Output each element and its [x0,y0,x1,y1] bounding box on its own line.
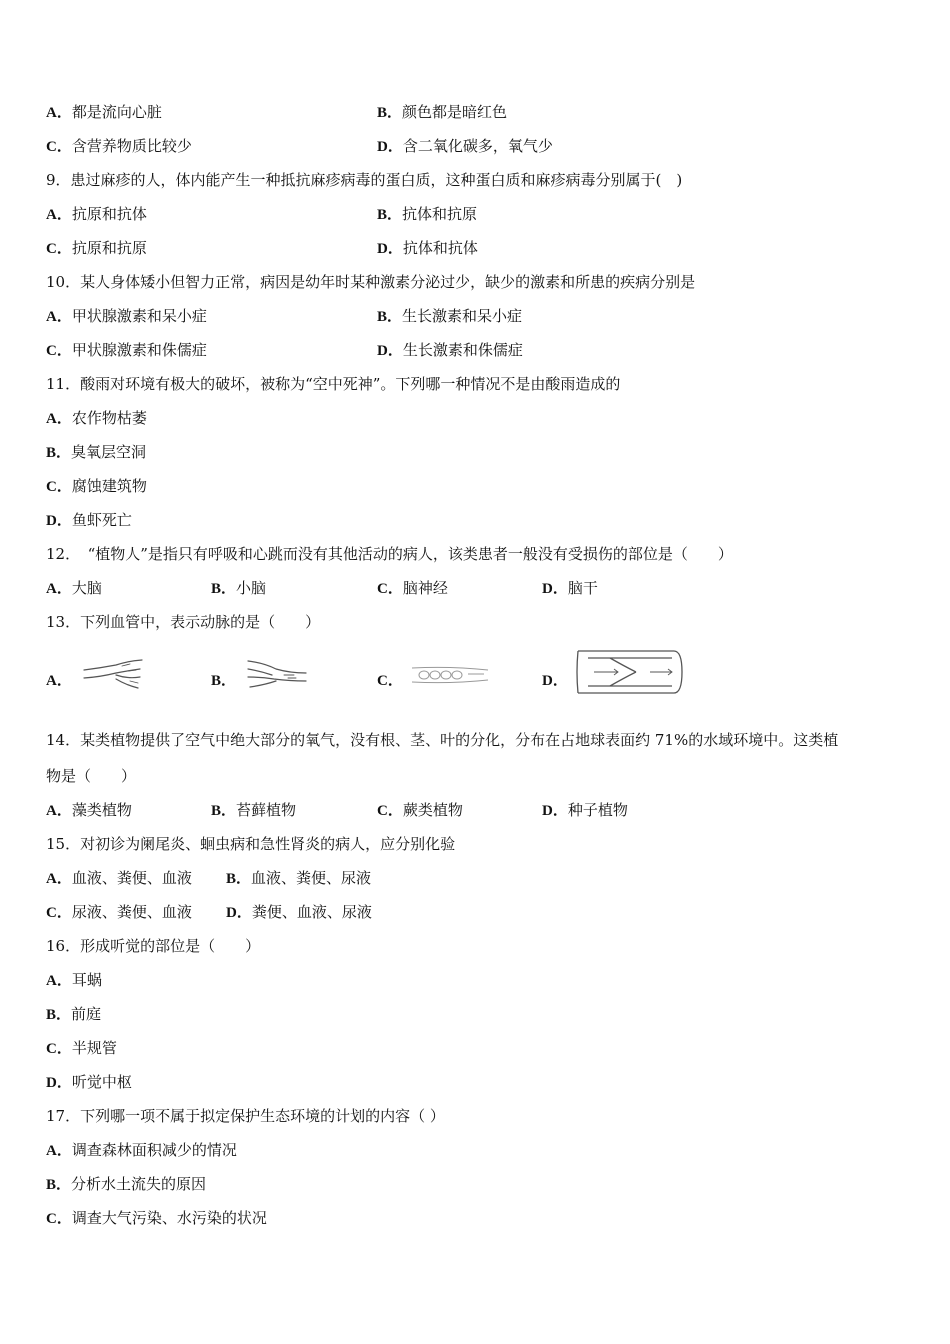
q10-option-d: D．生长激素和侏儒症 [377,341,523,359]
q8-option-a: A．都是流向心脏 [46,103,162,121]
q12-option-b: B．小脑 [211,579,267,597]
q8-option-d: D．含二氧化碳多，氧气少 [377,137,553,155]
q14-option-c: C．蕨类植物 [377,801,463,819]
capillary-diagram-c [410,660,490,690]
q15-option-b: B．血液、粪便、尿液 [226,869,372,887]
q15-option-a: A．血液、粪便、血液 [46,869,192,887]
q17-option-c: C．调查大气污染、水污染的状况 [46,1209,267,1227]
q15-option-d: D．粪便、血液、尿液 [226,903,372,921]
q13-option-b: B． [211,673,237,689]
q16-option-b: B．前庭 [46,1005,102,1023]
q16-option-d: D．听觉中枢 [46,1073,132,1091]
q9-option-b: B．抗体和抗原 [377,205,478,223]
q16-stem: 16．形成听觉的部位是（ ） [46,937,261,955]
q10-stem: 10．某人身体矮小但智力正常，病因是幼年时某种激素分泌过少，缺少的激素和所患的疾病分别是 [46,273,696,291]
q16-option-c: C．半规管 [46,1039,117,1057]
vein-valve-diagram-d [574,648,686,696]
q10-option-a: A．甲状腺激素和呆小症 [46,307,207,325]
q11-option-a: A．农作物枯萎 [46,409,147,427]
q12-option-c: C．脑神经 [377,579,448,597]
q9-option-a: A．抗原和抗体 [46,205,147,223]
q9-option-c: C．抗原和抗原 [46,239,147,257]
q12-option-d: D．脑干 [542,579,598,597]
q15-option-c: C．尿液、粪便、血液 [46,903,192,921]
artery-branch-diagram-a [80,655,150,695]
q9-option-d: D．抗体和抗体 [377,239,478,257]
q14-option-d: D．种子植物 [542,801,628,819]
q13-option-d: D． [542,673,568,689]
q10-option-c: C．甲状腺激素和侏儒症 [46,341,207,359]
q17-stem: 17．下列哪一项不属于拟定保护生态环境的计划的内容（ ） [46,1107,445,1125]
q9-stem: 9．患过麻疹的人，体内能产生一种抵抗麻疹病毒的蛋白质，这种蛋白质和麻疹病毒分别属于( ) [46,171,683,189]
q14-option-b: B．苔藓植物 [211,801,297,819]
q17-option-b: B．分析水土流失的原因 [46,1175,207,1193]
q14-option-a: A．藻类植物 [46,801,132,819]
vein-merge-diagram-b [244,655,314,695]
q17-option-a: A．调查森林面积减少的情况 [46,1141,237,1159]
q13-option-a: A． [46,673,72,689]
q14-stem-line2: 物是（ ） [46,767,137,785]
q13-option-c: C． [377,673,403,689]
q14-stem-line1: 14．某类植物提供了空气中绝大部分的氧气，没有根、茎、叶的分化，分布在占地球表面约 71%的水域环境中。这类植 [46,731,839,749]
q11-option-c: C．腐蚀建筑物 [46,477,147,495]
q8-option-b: B．颜色都是暗红色 [377,103,508,121]
q11-option-b: B．臭氧层空洞 [46,443,147,461]
q15-stem: 15．对初诊为阑尾炎、蛔虫病和急性肾炎的病人，应分别化验 [46,835,456,853]
q13-stem: 13．下列血管中，表示动脉的是（ ） [46,613,321,631]
q12-option-a: A．大脑 [46,579,102,597]
q12-stem: 12． “植物人”是指只有呼吸和心跳而没有其他活动的病人，该类患者一般没有受损伤的部位是（ ） [46,545,733,563]
q16-option-a: A．耳蜗 [46,971,102,989]
q11-option-d: D．鱼虾死亡 [46,511,132,529]
q11-stem: 11．酸雨对环境有极大的破坏，被称为“空中死神”。下列哪一种情况不是由酸雨造成的 [46,375,621,393]
q8-option-c: C．含营养物质比较少 [46,137,192,155]
q10-option-b: B．生长激素和呆小症 [377,307,523,325]
